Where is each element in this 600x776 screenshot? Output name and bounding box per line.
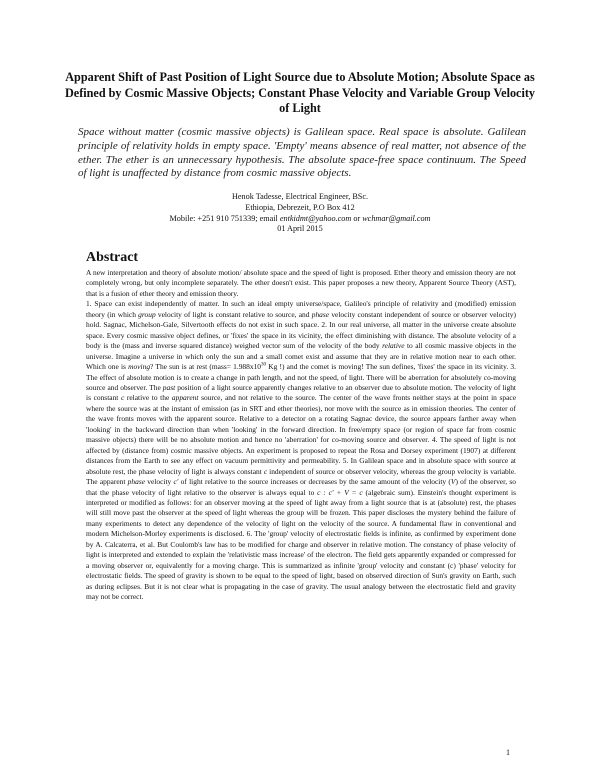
abstract-emph: group — [138, 309, 156, 319]
abstract-text: ? The sun is at rest (mass= 1.988x10 — [150, 362, 262, 372]
email-link-2[interactable]: wchmar@gmail.com — [362, 213, 431, 223]
abstract-emph: phase — [311, 309, 330, 319]
abstract-text: relative to the — [124, 393, 172, 403]
abstract-emph: c — [263, 466, 268, 476]
author-name: Henok Tadesse, Electrical Engineer, BSc. — [231, 192, 369, 201]
paper-title: Apparent Shift of Past Position of Light Source due to Absolute Motion; Absolute Space as Defined by Cosmic Massive Objects; Constant Phase Velocity and Variable Group Velocity of Light — [64, 70, 536, 115]
abstract-equation: c : c' + V = c — [317, 487, 363, 497]
abstract-text: velocity — [145, 477, 174, 487]
abstract-paragraph-1: A new interpretation and theory of absolute motion/ absolute space and the speed of light is proposed. Ether theory and emission theory are not completely wrong, but only incomplete separately. The ether doesn't exist. This paper proposes a new theory, Apparent Source Theory (AST), that is a fusion of ether theory and emission theory. — [86, 268, 516, 298]
abstract-emph: c — [120, 393, 125, 403]
abstract-emph: phase — [127, 477, 146, 487]
abstract-emph: V — [450, 477, 456, 487]
abstract-text: of light relative to the source increases or decreases by the same amount of the velocity ( — [178, 477, 451, 487]
email-link-1[interactable]: entkidmt@yahoo.com — [279, 213, 352, 223]
page-number: 1 — [506, 748, 510, 757]
abstract-emph: relative — [382, 341, 405, 351]
epigraph: Space without matter (cosmic massive objects) is Galilean space. Real space is absolute. Galilean principle of relativity holds in empty space. 'Empty' means absence of real matter, not absence of the ether. The ether is an unnecessary hypothesis. The absolute space-free space continuum. The Speed of light is unaffected by distance from cosmic massive objects. — [78, 126, 526, 180]
abstract-text: Kg !) and the comet is moving! The sun defines, 'fixes' the space in its vicinity. 3. The effect of absolute motion is to create a change in path length, and not the speed, of light. There will be aberration for absolutely co-moving source and observer. The — [86, 362, 516, 392]
abstract-text: 1. Space can exist independently of matter. In such an ideal empty universe/space, Galileo's principle of relativity and (modified) emission theory (in which — [86, 299, 516, 319]
abstract-paragraph-2 — [86, 299, 516, 602]
abstract-emph: past — [162, 382, 176, 392]
author-block — [120, 192, 480, 235]
abstract-text: independent of source or observer velocity, whereas the group velocity is variable. The apparent — [86, 466, 517, 487]
abstract-text: (algebraic sum). Einstein's thought experiment is interpreted or modified as follows: for an observer moving at the speed of light away from a light source that is at (absolute) rest, the phases will still move past the observer at the speed of light whereas the group will be frozen. This paper discloses the mystery behind the failure of many experiments to detect any dependence of the velocity of light on the velocity of the source. A fundamental flaw in conventional and modern Michelson-Morley experiments is disclosed. 6. The 'group' velocity of electrostatic fields is infinite, as confirmed by experiment done by A. Calcaterra, et al. But Coulomb's law has to be modified for charge and observer in relative motion. The constancy of phase velocity of light is interpreted and extended to explain the 'relativistic mass increase' of the electron. The field gets apparently expanded or compressed for a moving observer or, equivalently for a moving charge. This is summarized as infinite 'group' velocity and constant (c) 'phase' velocity for electrostatic fields. The speed of gravity is shown to be equal to the speed of light, based on observed direction of Sun's gravity on Earth, such as during eclipses. But it is not clear what is propagating in the case of gravity. The usual analogy between the electrostatic field and gravity may not be correct. — [86, 487, 517, 602]
abstract-text: velocity of light is constant relative to source, and — [155, 309, 312, 319]
abstract-emph: c' — [173, 477, 179, 487]
abstract-emph: apparent — [171, 393, 199, 403]
author-date: 01 April 2015 — [277, 224, 323, 234]
author-contact — [120, 214, 480, 225]
contact-or: or — [351, 213, 363, 223]
abstract-heading: Abstract — [86, 250, 139, 265]
abstract-text: ) of the observer, so that the phase velocity of light relative to the observer is always equal to — [86, 477, 516, 497]
abstract-text: to all cosmic massive objects in the universe. Imagine a universe in which only the sun and a small comet exist and assume that they are in relative motion near to each other. Which one is — [86, 341, 517, 372]
author-address: Ethiopia, Debrezeit, P.O Box 412 — [245, 202, 355, 212]
abstract-text: source, and not relative to the source. The center of the wave fronts neither stays at the point in space where the source was at the instant of emission (as in SRT and ether theories), nor move with the source as in emission theories. The center of the wave fronts moves with the apparent source. Relative to a detector on a rotating Sagnac device, the source appears farther away when 'looking' in the backward direction than when 'looking' in the forward direction. In free/empty space (or region of space far from cosmic massive objects) there will be no absolute motion and hence no 'aberration' for co-moving source and observer. 4. The speed of light is not affected by (distance from) cosmic massive objects. An experiment is proposed to repeat the Rosa and Dorsey experiment (1907) at different distances from the Earth to see any effect on vacuum permittivity and permeability. 5. In Galilean space and in absolute space with source at absolute rest, the phase velocity of light is always constant — [86, 393, 517, 476]
abstract-text: velocity constant independent of source or observer velocity) hold. Sagnac, Michelson-Gale, Silvertooth effects do not exist in such space. 2. In our real universe, all matter in the universe create absolute space. Every cosmic massive object defines, or 'fixes' the space in its vicinity, the effect diminishing with distance. The absolute velocity of a body is the (mass and inverse squared distance) weighed vector sum of the velocity of the body — [86, 309, 516, 351]
abstract-body — [86, 268, 516, 603]
abstract-emph: moving — [128, 362, 151, 372]
abstract-text: position of a light source apparently changes relative to an observer due to absolute motion. The velocity of light is constant — [86, 382, 516, 403]
abstract-exponent: 30 — [261, 362, 267, 368]
contact-prefix: Mobile: +251 910 751339; email — [169, 213, 280, 223]
